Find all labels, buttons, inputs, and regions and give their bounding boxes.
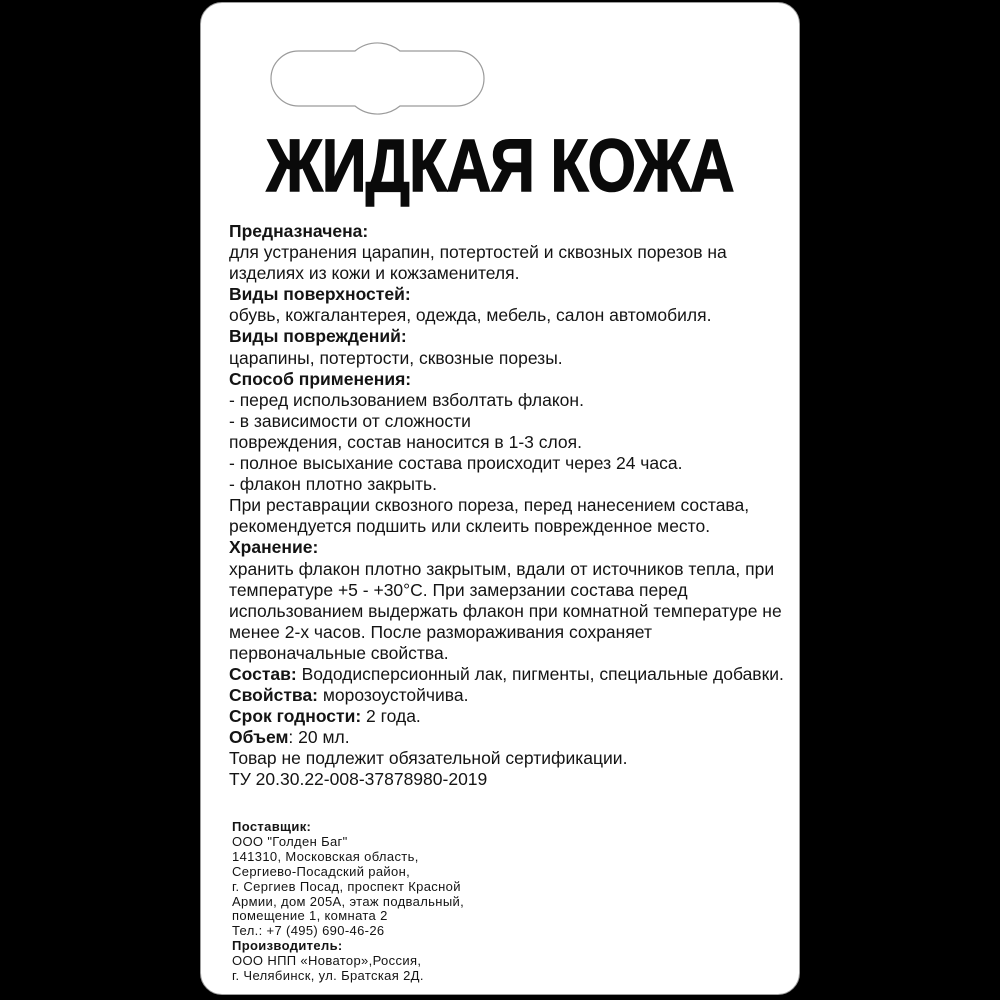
label-text-line: обувь, кожгалантерея, одежда, мебель, салон автомобиля.: [229, 305, 712, 326]
product-title-text: ЖИДКАЯ КОЖА: [266, 124, 734, 207]
supplier-text-line: Поставщик:: [232, 819, 312, 834]
supplier-text-line: Производитель:: [232, 938, 343, 954]
label-text-line: При реставрации сквозного пореза, перед нанесением состава,: [229, 495, 750, 516]
supplier-text-line: помещение 1, комната 2: [232, 908, 388, 924]
label-text-line: - перед использованием взболтать флакон.: [229, 389, 584, 410]
supplier-text-line: ООО НПП «Новатор»,Россия,: [232, 953, 422, 969]
label-text-line: рекомендуется подшить или склеить поврежденное место.: [229, 516, 711, 537]
label-text-line: изделиях из кожи и кожзаменителя.: [229, 263, 520, 284]
label-text-line: использованием выдержать флакон при комнатной температуре не: [229, 600, 782, 621]
supplier-text-line: г. Сергиев Посад, проспект Красной: [232, 878, 461, 894]
label-text-line: царапины, потертости, сквозные порезы.: [229, 347, 563, 368]
label-text-line: повреждения, состав наносится в 1-3 слоя.: [229, 431, 582, 452]
label-text-line: первоначальные свойства.: [229, 642, 449, 663]
supplier-text-line: Тел.: +7 (495) 690-46-26: [232, 923, 385, 939]
supplier-text-line: Армии, дом 205А, этаж подвальный,: [232, 893, 465, 909]
label-text-line: Виды поверхностей:: [229, 284, 411, 305]
label-text-line: Срок годности: 2 года.: [229, 706, 421, 727]
label-text-line: Виды повреждений:: [229, 326, 407, 347]
supplier-text-line: 141310, Московская область,: [232, 848, 419, 864]
label-text-line: хранить флакон плотно закрытым, вдали от источников тепла, при: [229, 558, 775, 579]
product-label-card: [200, 2, 800, 995]
main-text-block: [229, 221, 784, 791]
label-text-line: ТУ 20.30.22-008-37878980-2019: [229, 769, 488, 790]
product-title: [201, 124, 799, 207]
euro-slot-hang-hole-icon: [256, 37, 496, 121]
label-text-line: Способ применения:: [229, 368, 412, 389]
label-text-line: менее 2-х часов. После размораживания сохраняет: [229, 621, 652, 642]
label-text-line: температуре +5 - +30°С. При замерзании состава перед: [229, 579, 688, 600]
label-text-line: для устранения царапин, потертостей и сквозных порезов на: [229, 242, 727, 263]
supplier-text-line: Сергиево-Посадский район,: [232, 863, 411, 879]
label-text-line: - в зависимости от сложности: [229, 410, 471, 431]
supplier-block: [232, 820, 464, 984]
label-text-line: Предназначена:: [229, 221, 369, 241]
label-text-line: - полное высыхание состава происходит через 24 часа.: [229, 453, 683, 474]
supplier-text-line: г. Челябинск, ул. Братская 2Д.: [232, 968, 424, 984]
label-text-line: Товар не подлежит обязательной сертификации.: [229, 748, 628, 769]
label-text-line: Свойства: морозоустойчива.: [229, 685, 469, 706]
label-text-line: Объем: 20 мл.: [229, 727, 350, 748]
label-text-line: - флакон плотно закрыть.: [229, 474, 437, 495]
supplier-text-line: ООО "Голден Баг": [232, 833, 348, 849]
label-text-line: Хранение:: [229, 537, 319, 558]
label-text-line: Состав: Вододисперсионный лак, пигменты, специальные добавки.: [229, 663, 784, 684]
